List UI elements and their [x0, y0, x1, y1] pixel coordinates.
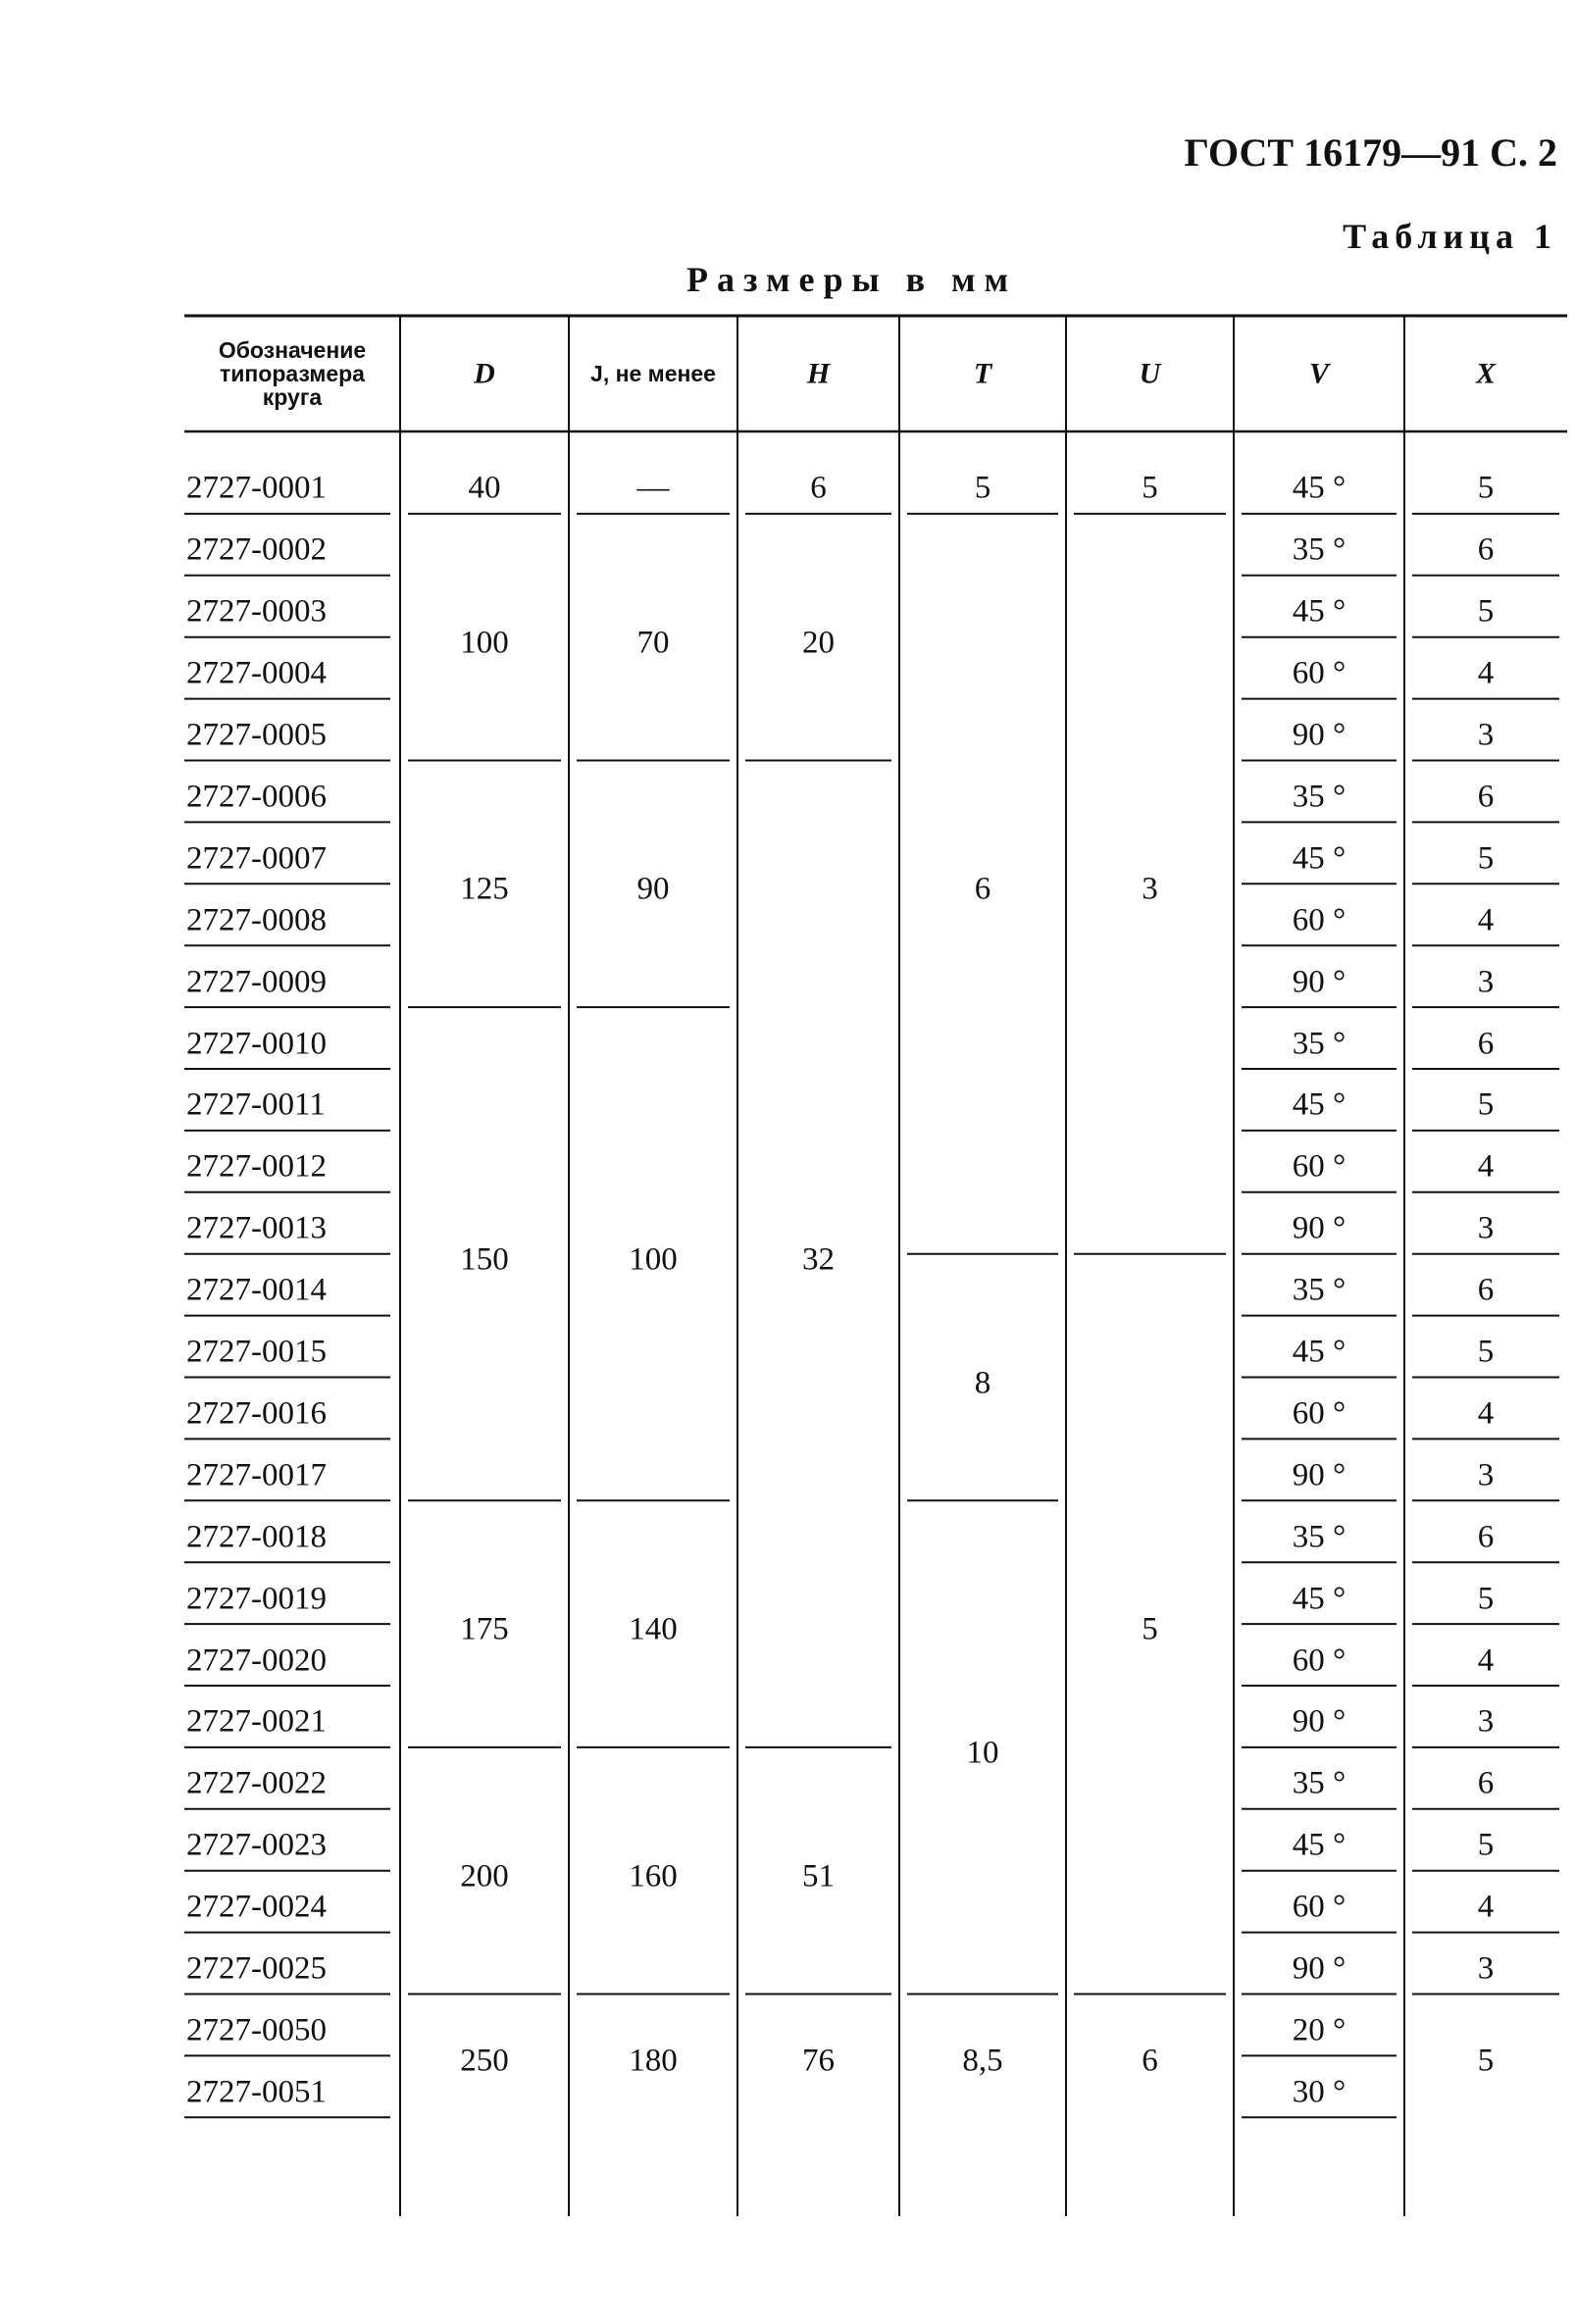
u-cell: 3: [1142, 871, 1158, 907]
t-cell: 5: [974, 470, 991, 506]
d-cell: 150: [460, 1241, 509, 1278]
x-cell: 6: [1477, 1519, 1495, 1555]
v-cell: 60 °: [1292, 1889, 1346, 1925]
designation-cell: 2727-0014: [186, 1272, 327, 1308]
d-cell: 200: [460, 1858, 509, 1895]
x-cell: 5: [1477, 1581, 1495, 1617]
j-cell: —: [636, 470, 670, 506]
x-cell: 4: [1477, 655, 1495, 691]
x-cell: 5: [1477, 593, 1495, 630]
designation-cell: 2727-0016: [186, 1395, 327, 1432]
designation-cell: 2727-0012: [186, 1148, 327, 1185]
v-cell: 45 °: [1292, 593, 1346, 630]
units-note: Размеры в мм: [686, 260, 1018, 299]
h-cell: 51: [802, 1858, 835, 1895]
designation-cell: 2727-0018: [186, 1519, 327, 1555]
column-header-d: D: [474, 357, 495, 390]
designation-cell: 2727-0009: [186, 964, 327, 1000]
designation-cell: 2727-0051: [186, 2074, 327, 2110]
x-cell: 4: [1477, 902, 1495, 938]
column-header-j: J, не менее: [590, 360, 716, 386]
d-cell: 175: [460, 1611, 509, 1647]
designation-cell: 2727-0006: [186, 779, 327, 815]
h-cell: 32: [802, 1241, 835, 1278]
designation-cell: 2727-0021: [186, 1703, 327, 1740]
designation-cell: 2727-0002: [186, 531, 327, 568]
t-cell: 6: [974, 871, 991, 907]
v-cell: 60 °: [1292, 1642, 1346, 1679]
x-cell: 3: [1477, 1457, 1495, 1493]
column-header-u: U: [1139, 357, 1161, 390]
v-cell: 35 °: [1292, 1272, 1346, 1308]
j-cell: 140: [629, 1611, 678, 1647]
d-cell: 250: [460, 2043, 509, 2079]
x-cell: 3: [1477, 1950, 1495, 1987]
x-cell: 4: [1477, 1148, 1495, 1185]
column-header-x: X: [1475, 357, 1497, 390]
designation-cell: 2727-0008: [186, 902, 327, 938]
t-cell: 8: [974, 1365, 991, 1400]
designation-cell: 2727-0001: [186, 470, 327, 506]
d-cell: 125: [460, 871, 509, 907]
designation-cell: 2727-0017: [186, 1457, 327, 1493]
u-cell: 5: [1142, 470, 1158, 506]
t-cell: 10: [966, 1735, 999, 1771]
document-header: ГОСТ 16179—91 С. 2: [1184, 130, 1557, 175]
h-cell: 6: [810, 470, 827, 506]
designation-cell: 2727-0010: [186, 1026, 327, 1062]
x-cell: 5: [1477, 1334, 1495, 1370]
t-cell: 8,5: [962, 2043, 1003, 2079]
designation-cell: 2727-0003: [186, 593, 327, 630]
v-cell: 45 °: [1292, 1581, 1346, 1617]
x-cell: 5: [1477, 470, 1495, 506]
x-cell: 3: [1477, 717, 1495, 753]
designation-cell: 2727-0022: [186, 1765, 327, 1801]
h-cell: 76: [802, 2043, 835, 2079]
designation-cell: 2727-0025: [186, 1950, 327, 1987]
x-cell: 4: [1477, 1642, 1495, 1679]
d-cell: 100: [460, 625, 509, 661]
x-cell: 5: [1477, 1827, 1495, 1863]
x-cell: 5: [1477, 1086, 1495, 1123]
x-cell: 5: [1477, 840, 1495, 877]
v-cell: 30 °: [1292, 2074, 1346, 2110]
j-cell: 70: [636, 625, 670, 661]
designation-cell: 2727-0011: [186, 1086, 326, 1123]
v-cell: 45 °: [1292, 470, 1346, 506]
designation-cell: 2727-0007: [186, 840, 327, 877]
v-cell: 60 °: [1292, 1395, 1346, 1432]
v-cell: 35 °: [1292, 531, 1346, 568]
x-cell: 4: [1477, 1889, 1495, 1925]
v-cell: 60 °: [1292, 1148, 1346, 1185]
designation-cell: 2727-0019: [186, 1581, 327, 1617]
table-label: Таблица 1: [1343, 217, 1557, 256]
j-cell: 160: [629, 1858, 678, 1895]
x-cell: 6: [1477, 531, 1495, 568]
v-cell: 60 °: [1292, 655, 1346, 691]
u-cell: 6: [1142, 2043, 1158, 2079]
h-cell: 20: [802, 625, 835, 661]
v-cell: 45 °: [1292, 1086, 1346, 1123]
j-cell: 90: [636, 871, 670, 907]
v-cell: 20 °: [1292, 2012, 1346, 2048]
x-cell: 3: [1477, 1703, 1495, 1740]
v-cell: 45 °: [1292, 1334, 1346, 1370]
d-cell: 40: [468, 470, 501, 506]
x-cell: 6: [1477, 1765, 1495, 1801]
v-cell: 90 °: [1292, 1210, 1346, 1246]
x-cell: 5: [1477, 2043, 1495, 2079]
column-header-t: T: [973, 357, 992, 390]
designation-cell: 2727-0013: [186, 1210, 327, 1246]
x-cell: 4: [1477, 1395, 1495, 1432]
v-cell: 90 °: [1292, 1703, 1346, 1740]
x-cell: 6: [1477, 779, 1495, 815]
x-cell: 3: [1477, 964, 1495, 1000]
column-header-v: V: [1308, 357, 1330, 390]
designation-cell: 2727-0024: [186, 1889, 327, 1925]
v-cell: 90 °: [1292, 1457, 1346, 1493]
v-cell: 35 °: [1292, 1765, 1346, 1801]
designation-cell: 2727-0023: [186, 1827, 327, 1863]
designation-cell: 2727-0015: [186, 1334, 327, 1370]
v-cell: 35 °: [1292, 1519, 1346, 1555]
column-header-h: H: [806, 357, 831, 390]
column-header-designation: Обозначение типоразмера круга: [218, 336, 367, 411]
x-cell: 6: [1477, 1272, 1495, 1308]
v-cell: 35 °: [1292, 1026, 1346, 1062]
v-cell: 90 °: [1292, 1950, 1346, 1987]
x-cell: 6: [1477, 1026, 1495, 1062]
designation-cell: 2727-0020: [186, 1642, 327, 1679]
u-cell: 5: [1142, 1611, 1158, 1647]
designation-cell: 2727-0005: [186, 717, 327, 753]
v-cell: 35 °: [1292, 779, 1346, 815]
j-cell: 180: [629, 2043, 678, 2079]
v-cell: 90 °: [1292, 717, 1346, 753]
x-cell: 3: [1477, 1210, 1495, 1246]
designation-cell: 2727-0004: [186, 655, 327, 691]
v-cell: 60 °: [1292, 902, 1346, 938]
designation-cell: 2727-0050: [186, 2012, 327, 2048]
j-cell: 100: [629, 1241, 678, 1278]
v-cell: 45 °: [1292, 840, 1346, 877]
v-cell: 45 °: [1292, 1827, 1346, 1863]
v-cell: 90 °: [1292, 964, 1346, 1000]
